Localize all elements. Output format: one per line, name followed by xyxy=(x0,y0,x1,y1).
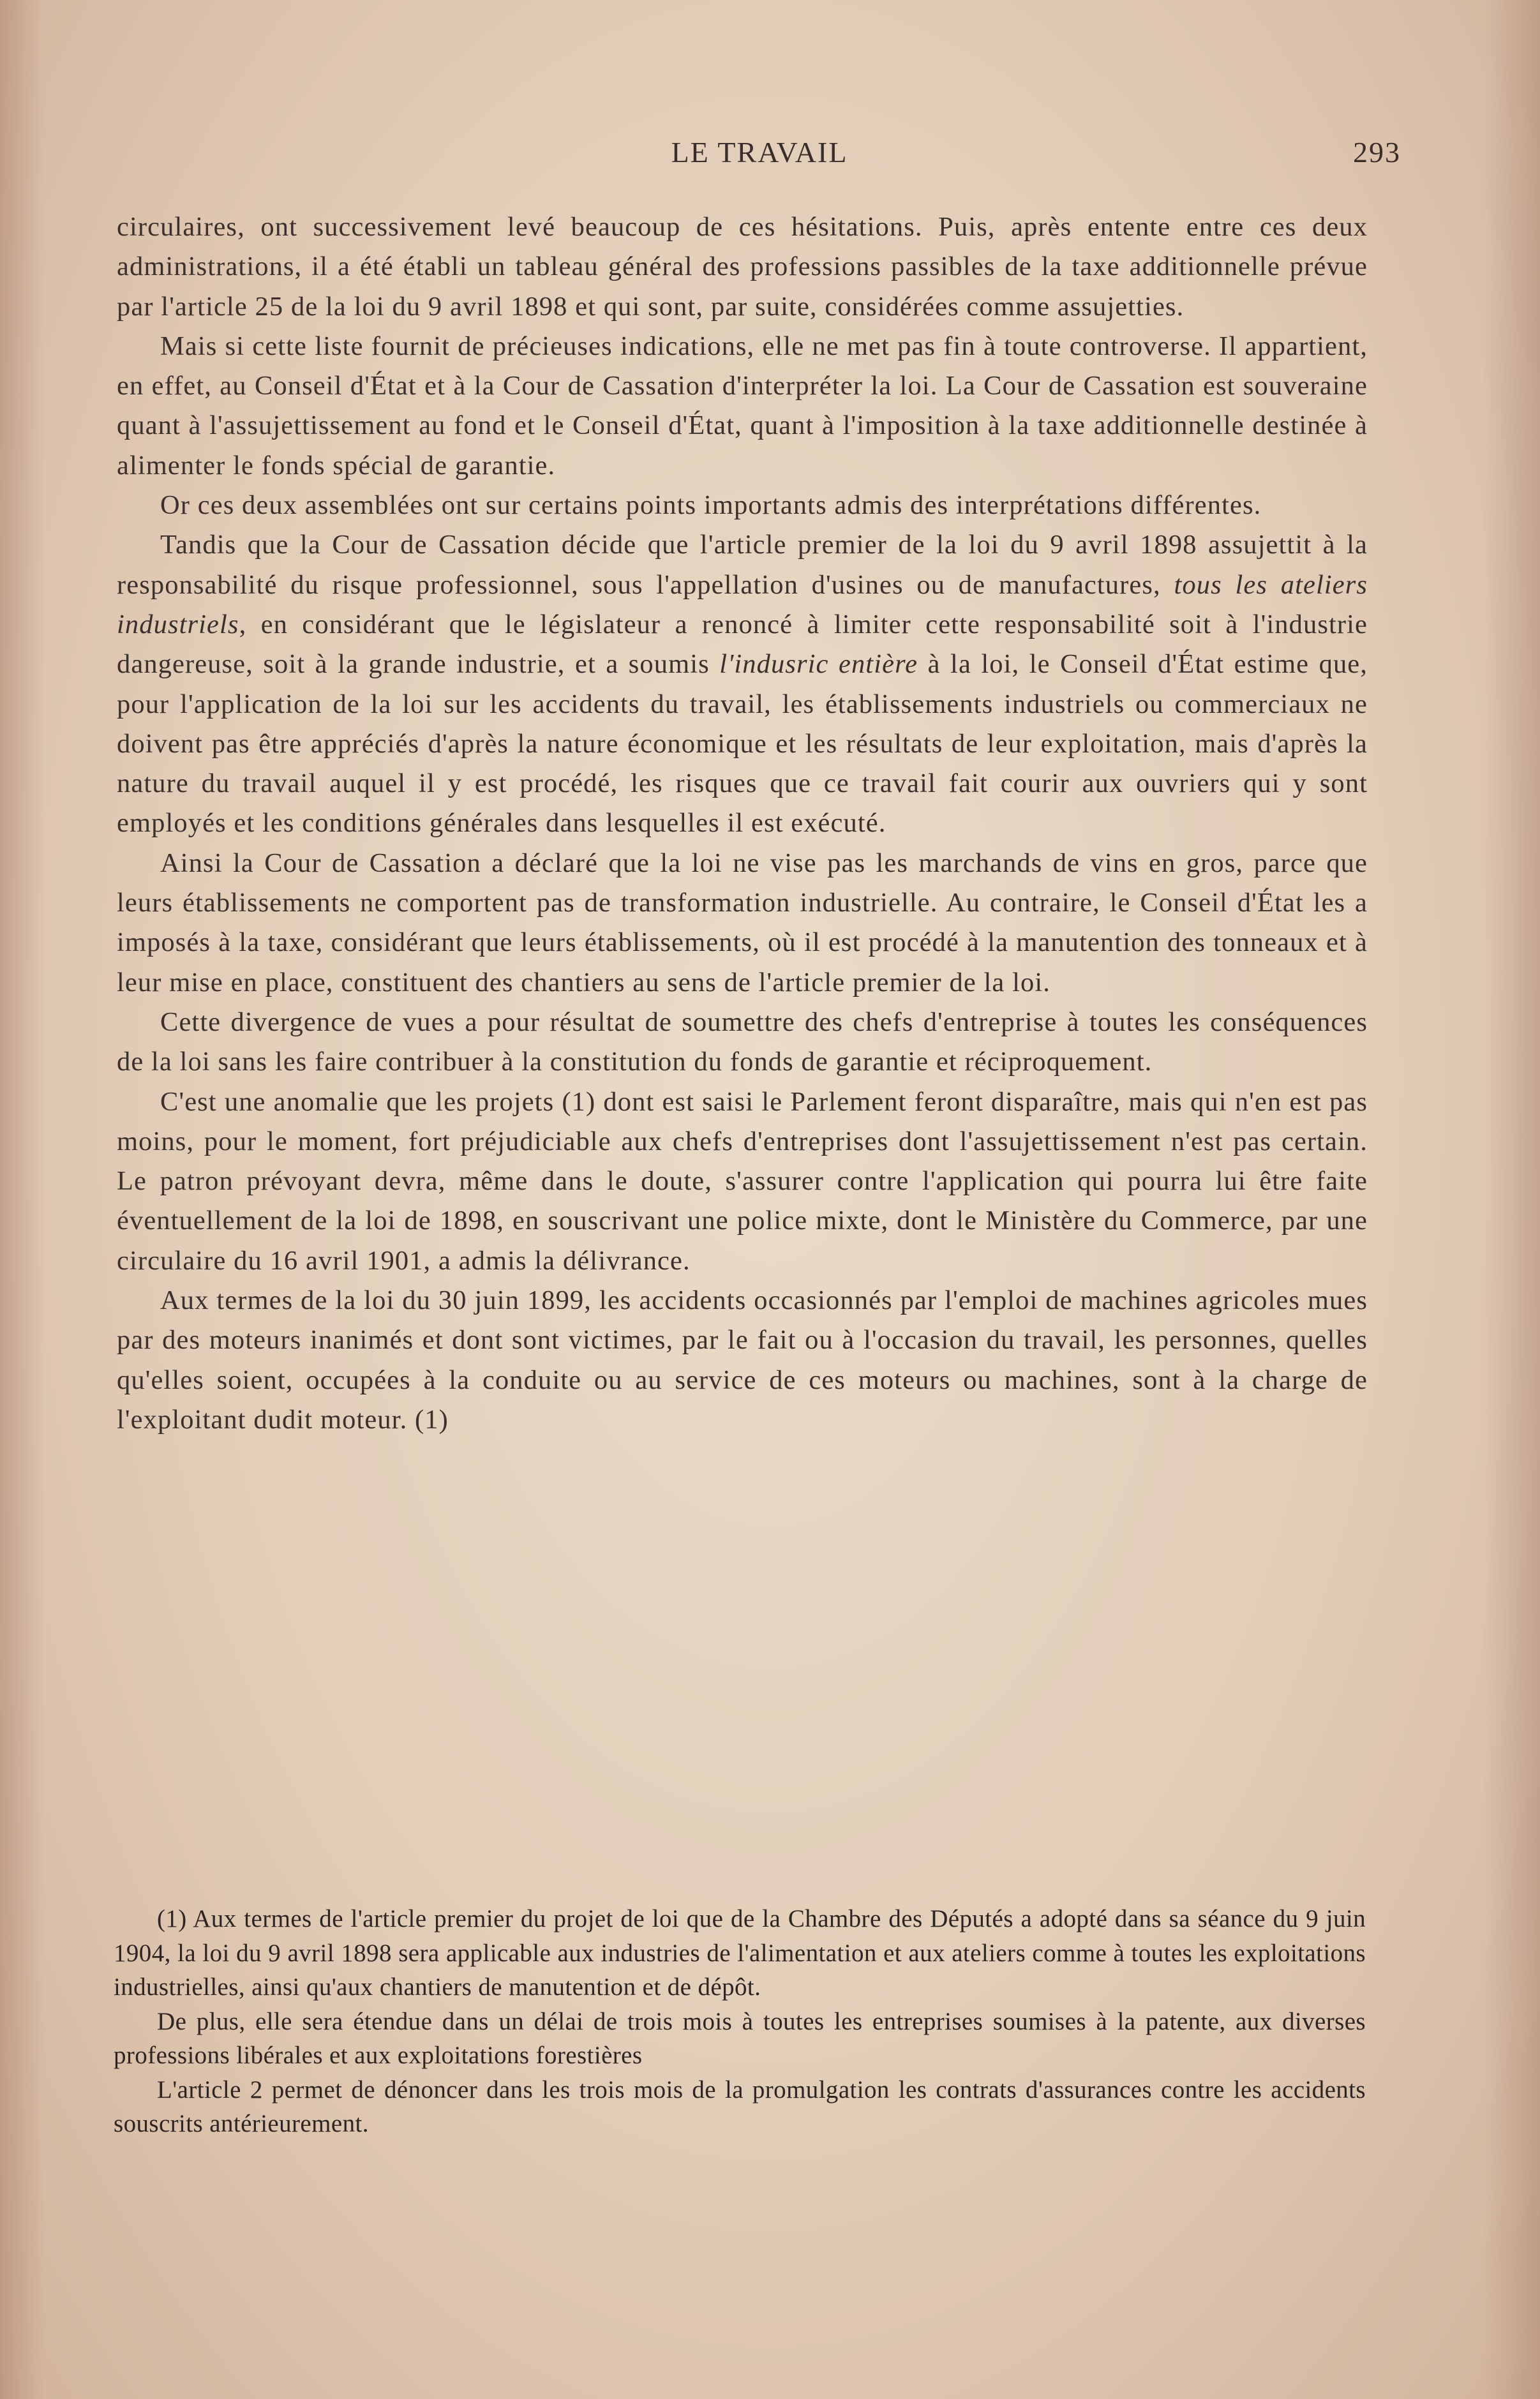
paragraph-4-text-b: , en considérant que le législateur a renoncé à limiter cette responsabilité soit à l'industrie dangereuse, soit à la grande industrie, et a soumis xyxy=(117,609,1368,680)
footnote-3: L'article 2 permet de dénoncer dans les trois mois de la promulgation les contrats d'assurances contre les accidents souscrits antérieurement. xyxy=(114,2075,1366,2137)
running-header xyxy=(118,135,1401,174)
paragraph-1: circulaires, ont successivement levé beaucoup de ces hésitations. Puis, après entente entre ces deux administrations, il a été établi un tableau général des professions passibles de la taxe additionnelle prévue par l'article 25 de la loi du 9 avril 1898 et qui sont, par suite, considérées comme assujetties. xyxy=(117,212,1368,322)
running-title: LE TRAVAIL xyxy=(671,136,848,168)
paragraph-3: Or ces deux assemblées ont sur certains points importants admis des interprétations différentes. xyxy=(160,490,1262,521)
italic-phrase-industrie: l'indusric entière xyxy=(719,649,918,680)
paragraph-2: Mais si cette liste fournit de précieuses indications, elle ne met pas fin à toute controverse. Il appartient, en effet, au Conseil d'État et à la Cour de Cassation d'interpréter la loi. La Cour de Cassation est souveraine quant à l'assujettissement au fond et le Conseil d'État, quant à l'imposition à la taxe additionnelle destinée à alimenter le fonds spécial de garantie. xyxy=(117,331,1368,481)
footnotes xyxy=(114,1902,1366,2141)
paragraph-7: C'est une anomalie que les projets (1) dont est saisi le Parlement feront disparaître, mais qui n'en est pas moins, pour le moment, fort préjudiciable aux chefs d'entreprises dont l'assujettissement n'est pas certain. Le patron prévoyant devra, même dans le doute, s'assurer contre l'application qui pourra lui être faite éventuellement de la loi de 1898, en souscrivant une police mixte, dont le Ministère du Commerce, par une circulaire du 16 avril 1901, a admis la délivrance. xyxy=(117,1086,1368,1276)
footnote-1: (1) Aux termes de l'article premier du projet de loi que de la Chambre des Députés a adopté dans sa séance du 9 juin 1904, la loi du 9 avril 1898 sera applicable aux industries de l'alimentation et aux ateliers comme à toutes les exploitations industrielles, ainsi qu'aux chantiers de manutention et de dépôt. xyxy=(114,1905,1366,2001)
paragraph-4-text-c: à la loi, le Conseil d'État estime que, pour l'application de la loi sur les accidents du travail, les établissements industriels ou commerciaux ne doivent pas être appréciés d'après la nature économique et les résultats de leur exploitation, mais d'après la nature du travail auquel il y est procédé, les risques que ce travail fait courir aux ouvriers qui y sont employés et les conditions générales dans lesquelles il est exécuté. xyxy=(117,649,1368,839)
paragraph-5: Ainsi la Cour de Cassation a déclaré que la loi ne vise pas les marchands de vins en gros, parce que leurs établissements ne comportent pas de transformation industrielle. Au contraire, le Conseil d'État les a imposés à la taxe, considérant que leurs établissements, où il est procédé à la manutention des tonneaux et à leur mise en place, constituent des chantiers au sens de l'article premier de la loi. xyxy=(117,848,1368,998)
paragraph-4-text-a: Tandis que la Cour de Cassation décide que l'article premier de la loi du 9 avril 1898 assujettit à la responsabilité du risque professionnel, sous l'appellation d'usines ou de manufactures, xyxy=(117,530,1368,600)
paragraph-8: Aux termes de la loi du 30 juin 1899, les accidents occasionnés par l'emploi de machines agricoles mues par des moteurs inanimés et dont sont victimes, par le fait ou à l'occasion du travail, les personnes, quelles qu'elles soient, occupées à la conduite ou au service de ces moteurs ou machines, sont à la charge de l'exploitant dudit moteur. (1) xyxy=(117,1285,1368,1435)
page-number: 293 xyxy=(1353,136,1401,168)
footnote-2: De plus, elle sera étendue dans un délai de trois mois à toutes les entreprises soumises à la patente, aux diverses professions libérales et aux exploitations forestières xyxy=(114,2007,1366,2069)
main-text xyxy=(117,207,1368,1440)
paragraph-6: Cette divergence de vues a pour résultat de soumettre des chefs d'entreprise à toutes les conséquences de la loi sans les faire contribuer à la constitution du fonds de garantie et réciproquement. xyxy=(117,1006,1368,1077)
italic-phrase-ateliers: tous les ateliers industriels xyxy=(117,569,1368,639)
paragraph-4 xyxy=(117,525,1368,843)
